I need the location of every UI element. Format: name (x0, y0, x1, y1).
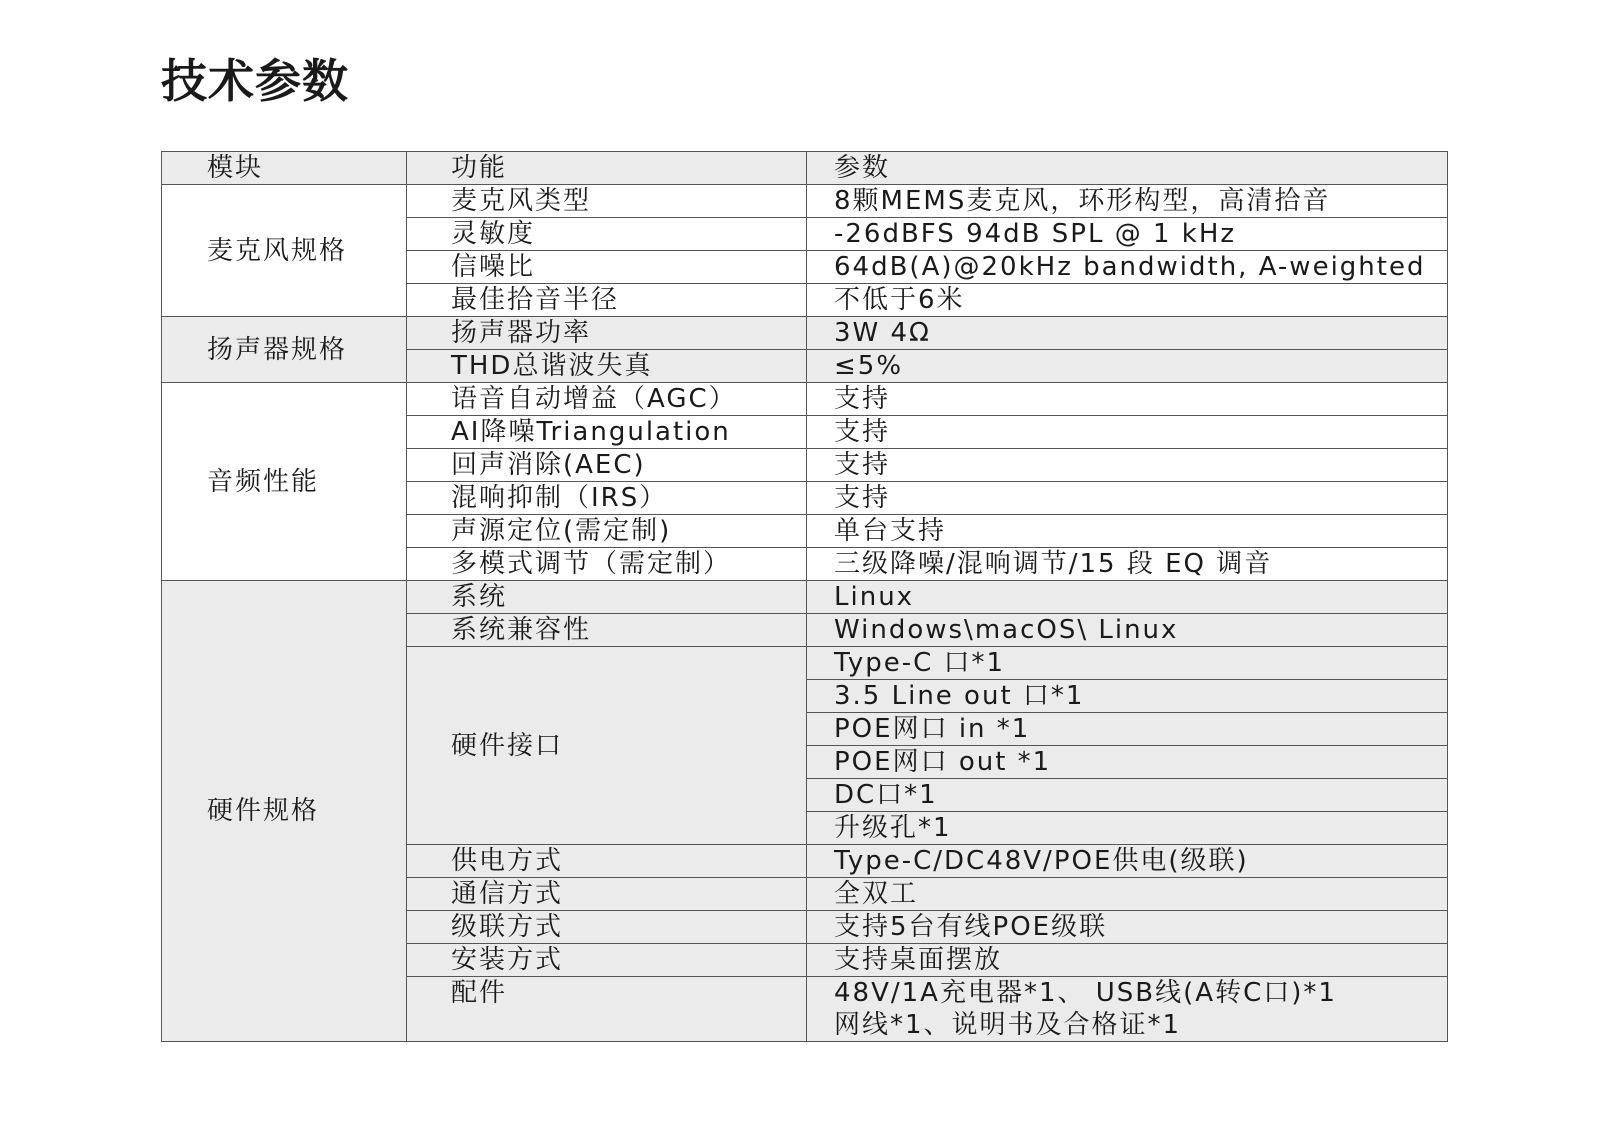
function-cell: 信噪比 (407, 251, 807, 284)
table-row (162, 383, 1448, 416)
value-cell: 3W 4Ω (807, 317, 1448, 350)
value-cell: 支持 (807, 416, 1448, 449)
table-row (162, 185, 1448, 218)
function-cell: 系统兼容性 (407, 614, 807, 647)
value-cell: 单台支持 (807, 515, 1448, 548)
value-cell (807, 977, 1448, 1042)
value-cell: 8颗MEMS麦克风，环形构型，高清拾音 (807, 185, 1448, 218)
value-cell: DC口*1 (807, 779, 1448, 812)
value-cell: 支持 (807, 383, 1448, 416)
function-cell: AI降噪Triangulation (407, 416, 807, 449)
function-cell: THD总谐波失真 (407, 350, 807, 383)
value-cell: 升级孔*1 (807, 812, 1448, 845)
function-cell: 配件 (407, 977, 807, 1042)
value-cell: 支持5台有线POE级联 (807, 911, 1448, 944)
module-cell: 麦克风规格 (162, 185, 407, 317)
function-cell: 声源定位(需定制) (407, 515, 807, 548)
value-cell: POE网口 in *1 (807, 713, 1448, 746)
table-header-row (162, 152, 1448, 185)
value-cell: 全双工 (807, 878, 1448, 911)
function-cell: 安装方式 (407, 944, 807, 977)
function-cell: 扬声器功率 (407, 317, 807, 350)
function-cell: 多模式调节（需定制） (407, 548, 807, 581)
value-cell: -26dBFS 94dB SPL @ 1 kHz (807, 218, 1448, 251)
function-cell: 灵敏度 (407, 218, 807, 251)
value-cell: 3.5 Line out 口*1 (807, 680, 1448, 713)
function-cell: 麦克风类型 (407, 185, 807, 218)
value-cell: Type-C/DC48V/POE供电(级联) (807, 845, 1448, 878)
value-cell: 三级降噪/混响调节/15 段 EQ 调音 (807, 548, 1448, 581)
value-line: 网线*1、说明书及合格证*1 (834, 1010, 1182, 1040)
value-cell: Type-C 口*1 (807, 647, 1448, 680)
header-param: 参数 (807, 152, 1448, 185)
table-row (162, 317, 1448, 350)
value-cell: 支持桌面摆放 (807, 944, 1448, 977)
value-cell: Windows\macOS\ Linux (807, 614, 1448, 647)
module-cell: 硬件规格 (162, 581, 407, 1042)
value-cell: 支持 (807, 449, 1448, 482)
value-cell: 不低于6米 (807, 284, 1448, 317)
value-cell: Linux (807, 581, 1448, 614)
function-cell: 硬件接口 (407, 647, 807, 845)
function-cell: 语音自动增益（AGC） (407, 383, 807, 416)
value-cell: 64dB(A)@20kHz bandwidth, A-weighted (807, 251, 1448, 284)
function-cell: 回声消除(AEC) (407, 449, 807, 482)
function-cell: 级联方式 (407, 911, 807, 944)
spec-table (161, 151, 1448, 1042)
value-cell: POE网口 out *1 (807, 746, 1448, 779)
page-title: 技术参数 (161, 54, 349, 108)
module-cell: 扬声器规格 (162, 317, 407, 383)
function-cell: 最佳拾音半径 (407, 284, 807, 317)
value-cell: 支持 (807, 482, 1448, 515)
header-function: 功能 (407, 152, 807, 185)
module-cell: 音频性能 (162, 383, 407, 581)
header-module: 模块 (162, 152, 407, 185)
function-cell: 混响抑制（IRS） (407, 482, 807, 515)
function-cell: 供电方式 (407, 845, 807, 878)
function-cell: 系统 (407, 581, 807, 614)
function-cell: 通信方式 (407, 878, 807, 911)
value-cell: ≤5% (807, 350, 1448, 383)
value-line: 48V/1A充电器*1、 USB线(A转C口)*1 (834, 978, 1337, 1008)
table-row (162, 581, 1448, 614)
